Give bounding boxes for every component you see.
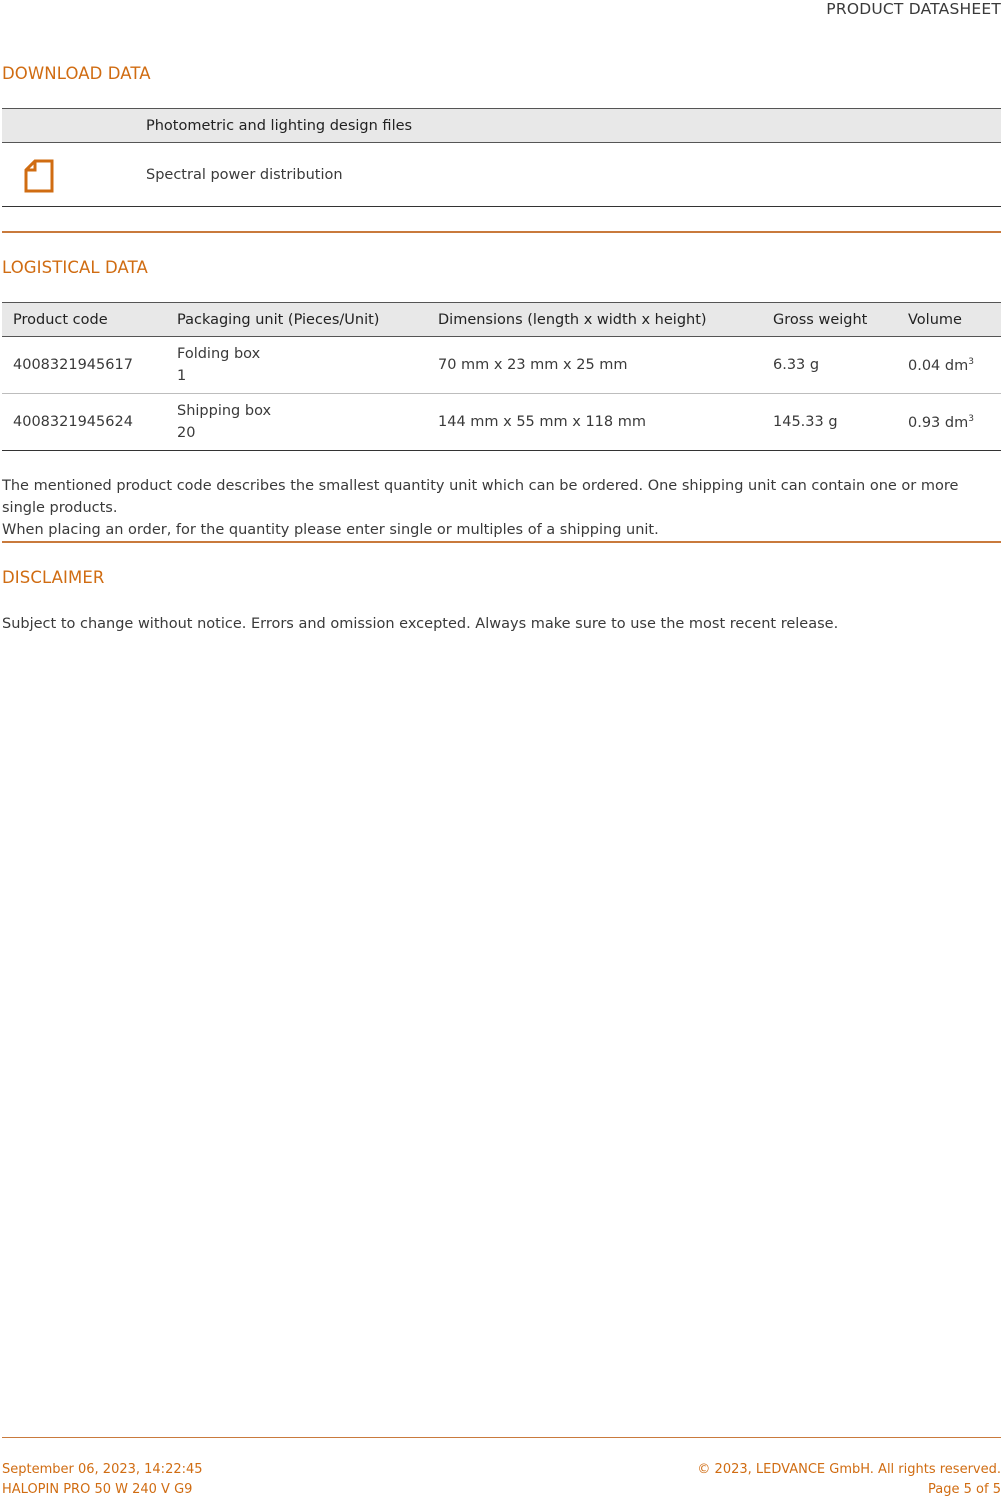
footer-divider <box>2 1437 1001 1438</box>
col-header-dimensions: Dimensions (length x width x height) <box>427 303 762 337</box>
logistical-note-line-1: The mentioned product code describes the smallest quantity unit which can be ordered. One shipping unit can contain one or more single products. <box>2 478 959 516</box>
section-divider <box>2 231 1001 233</box>
gross-weight-cell: 6.33 g <box>773 357 820 373</box>
logistical-note-line-2: When placing an order, for the quantity please enter single or multiples of a shipping unit. <box>2 522 659 538</box>
col-header-gross-weight: Gross weight <box>762 303 897 337</box>
volume-cell <box>897 337 1001 394</box>
packaging-unit-cell <box>166 394 427 451</box>
dimensions-cell: 144 mm x 55 mm x 118 mm <box>427 394 762 451</box>
product-code-cell: 4008321945617 <box>13 357 133 373</box>
dimensions-cell: 70 mm x 23 mm x 25 mm <box>438 357 628 373</box>
footer-copyright: © 2023, LEDVANCE GmbH. All rights reserved. <box>697 1462 1001 1477</box>
volume-exponent: 3 <box>968 356 974 367</box>
col-header-product-code: Product code <box>2 303 166 337</box>
volume-value: 0.04 dm <box>908 357 969 374</box>
volume-value: 0.93 dm <box>908 414 969 431</box>
download-icon-column-header <box>2 109 146 143</box>
col-header-packaging-unit: Packaging unit (Pieces/Unit) <box>166 303 427 337</box>
footer-page-number: Page 5 of 5 <box>928 1482 1001 1497</box>
document-type-header: PRODUCT DATASHEET <box>826 0 1001 18</box>
document-icon[interactable] <box>23 158 55 198</box>
table-row <box>2 394 1001 451</box>
disclaimer-title: DISCLAIMER <box>2 568 105 587</box>
footer-product-name: HALOPIN PRO 50 W 240 V G9 <box>2 1482 193 1497</box>
logistical-data-title: LOGISTICAL DATA <box>2 258 148 277</box>
disclaimer-text: Subject to change without notice. Errors and omission excepted. Always make sure to use the most recent release. <box>2 616 839 632</box>
download-table-header-row <box>2 109 1001 143</box>
packaging-quantity: 20 <box>177 425 196 441</box>
product-code-cell: 4008321945624 <box>2 394 166 451</box>
download-file-row[interactable] <box>2 143 1001 207</box>
download-table <box>2 108 1001 207</box>
packaging-type: Shipping box <box>177 403 272 419</box>
col-header-volume: Volume <box>897 303 1001 337</box>
download-icon-cell <box>2 143 146 207</box>
volume-cell <box>897 394 1001 451</box>
packaging-quantity: 1 <box>177 368 187 384</box>
download-data-title: DOWNLOAD DATA <box>2 64 151 83</box>
download-file-label[interactable]: Spectral power distribution <box>146 166 343 183</box>
footer-right <box>697 1460 1001 1500</box>
footer-left <box>2 1460 203 1500</box>
packaging-unit-cell <box>166 337 427 394</box>
volume-exponent: 3 <box>968 413 974 424</box>
gross-weight-cell: 145.33 g <box>762 394 897 451</box>
packaging-type: Folding box <box>177 346 261 362</box>
download-files-header: Photometric and lighting design files <box>146 109 1001 143</box>
section-divider <box>2 541 1001 543</box>
footer-date: September 06, 2023, 14:22:45 <box>2 1462 203 1477</box>
logistical-note <box>2 475 1002 541</box>
logistical-table-header-row <box>2 303 1001 337</box>
logistical-table <box>2 302 1001 451</box>
table-row <box>2 337 1001 394</box>
